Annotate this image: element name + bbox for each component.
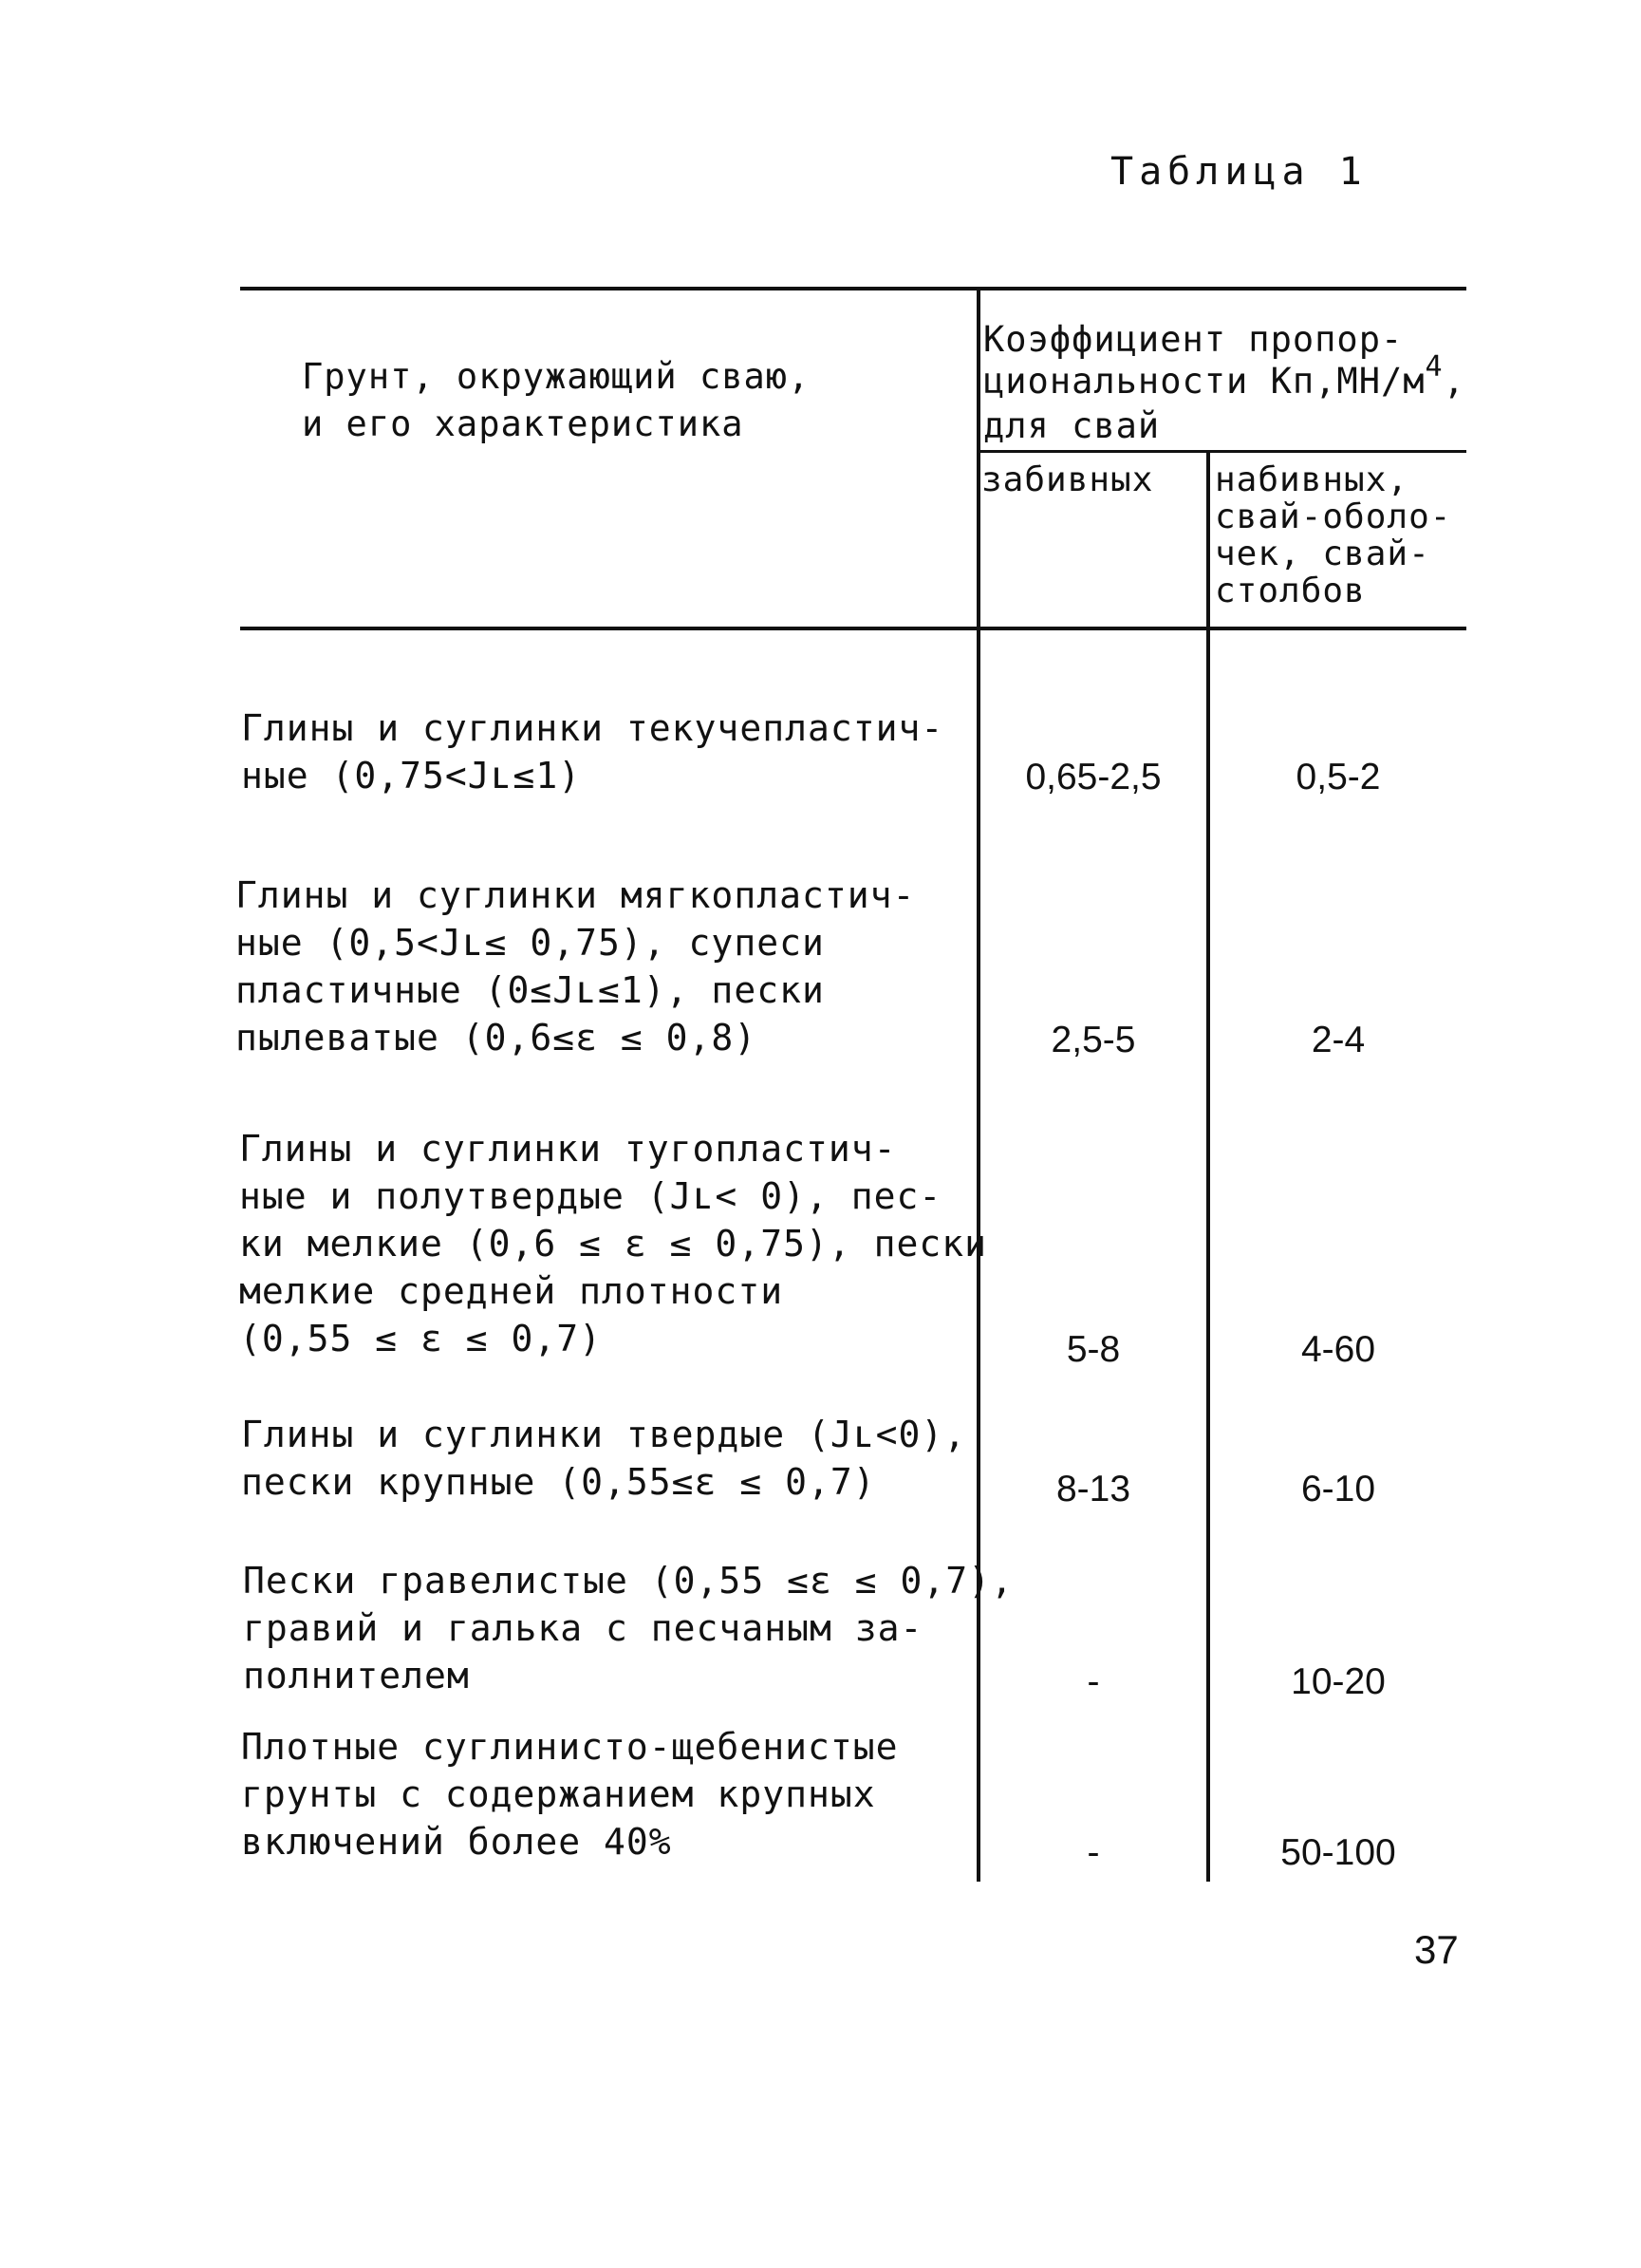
header-driven: забивных [981, 460, 1154, 499]
row-line: Плотные суглинисто-щебенистые [241, 1726, 899, 1768]
row-description [241, 1723, 898, 1865]
header-bored [1215, 461, 1451, 609]
unit-exponent: 4 [1425, 350, 1444, 384]
value-bored: 0,5-2 [1296, 757, 1381, 797]
row-description [241, 704, 943, 799]
value-driven: - [1087, 1661, 1100, 1702]
value-bored: 50-100 [1280, 1832, 1396, 1873]
value-driven: - [1087, 1832, 1100, 1873]
header-coefficient-line [983, 350, 1465, 405]
row-line: Глины и суглинки мягкопластич- [235, 874, 916, 916]
header-bottom-rule [240, 627, 1466, 630]
header-coefficient-line: Коэффициент пропор- [983, 319, 1404, 360]
page-number: 37 [1414, 1927, 1459, 1972]
value-driven: 2,5-5 [1051, 1020, 1136, 1060]
header-soil [302, 353, 810, 448]
header-coefficient-line: для свай [983, 405, 1161, 446]
header-bored-line: чек, свай- [1215, 534, 1430, 573]
row-description [243, 1557, 1014, 1699]
header-coefficient-text: циональности Kп,МН/м [983, 361, 1426, 402]
header-coefficient [983, 319, 1465, 447]
row-line: ные (0,5<Jʟ≤ 0,75), супеси [235, 922, 825, 964]
row-line: пылеватые (0,6≤ε ≤ 0,8) [235, 1017, 757, 1059]
row-line: ные и полутвердые (Jʟ< 0), пес- [239, 1175, 942, 1217]
value-bored: 4-60 [1300, 1329, 1376, 1370]
row-description [241, 1411, 966, 1506]
header-bored-line: свай-оболо- [1215, 497, 1452, 536]
row-line: гравий и галька с песчаным за- [243, 1607, 923, 1649]
value-driven: 5-8 [1066, 1329, 1121, 1370]
value-bored: 6-10 [1300, 1469, 1376, 1509]
value-bored: 10-20 [1291, 1661, 1386, 1702]
row-line: Глины и суглинки твердые (Jʟ<0), [241, 1414, 967, 1455]
header-soil-line: Грунт, окружающий сваю, [302, 356, 811, 397]
row-line: включений более 40% [241, 1821, 672, 1863]
row-line: мелкие средней плотности [239, 1270, 784, 1312]
row-description [235, 872, 915, 1061]
row-line: пластичные (0≤Jʟ≤1), пески [235, 969, 825, 1011]
table-top-rule [240, 287, 1466, 291]
value-driven: 8-13 [1055, 1469, 1131, 1509]
value-driven: 0,65-2,5 [1025, 757, 1162, 797]
row-line: Пески гравелистые (0,55 ≤ε ≤ 0,7), [243, 1560, 1014, 1602]
row-line: Глины и суглинки текучепластич- [241, 707, 944, 749]
row-description [239, 1125, 987, 1362]
header-bored-line: столбов [1215, 572, 1366, 610]
table-label: Таблица 1 [1110, 150, 1368, 194]
row-line: ные (0,75<Jʟ≤1) [241, 755, 582, 797]
row-line: полнителем [243, 1655, 470, 1696]
subheader-rule [979, 450, 1466, 453]
header-bored-line: набивных, [1215, 460, 1409, 499]
row-line: пески крупные (0,55≤ε ≤ 0,7) [241, 1461, 876, 1503]
row-line: ки мелкие (0,6 ≤ ε ≤ 0,75), пески [239, 1223, 987, 1265]
header-coefficient-comma: , [1443, 361, 1465, 402]
header-soil-line: и его характеристика [302, 403, 744, 444]
row-line: Глины и суглинки тугопластич- [239, 1128, 897, 1170]
value-bored: 2-4 [1311, 1020, 1366, 1060]
row-line: (0,55 ≤ ε ≤ 0,7) [239, 1318, 603, 1359]
row-line: грунты с содержанием крупных [241, 1773, 876, 1815]
